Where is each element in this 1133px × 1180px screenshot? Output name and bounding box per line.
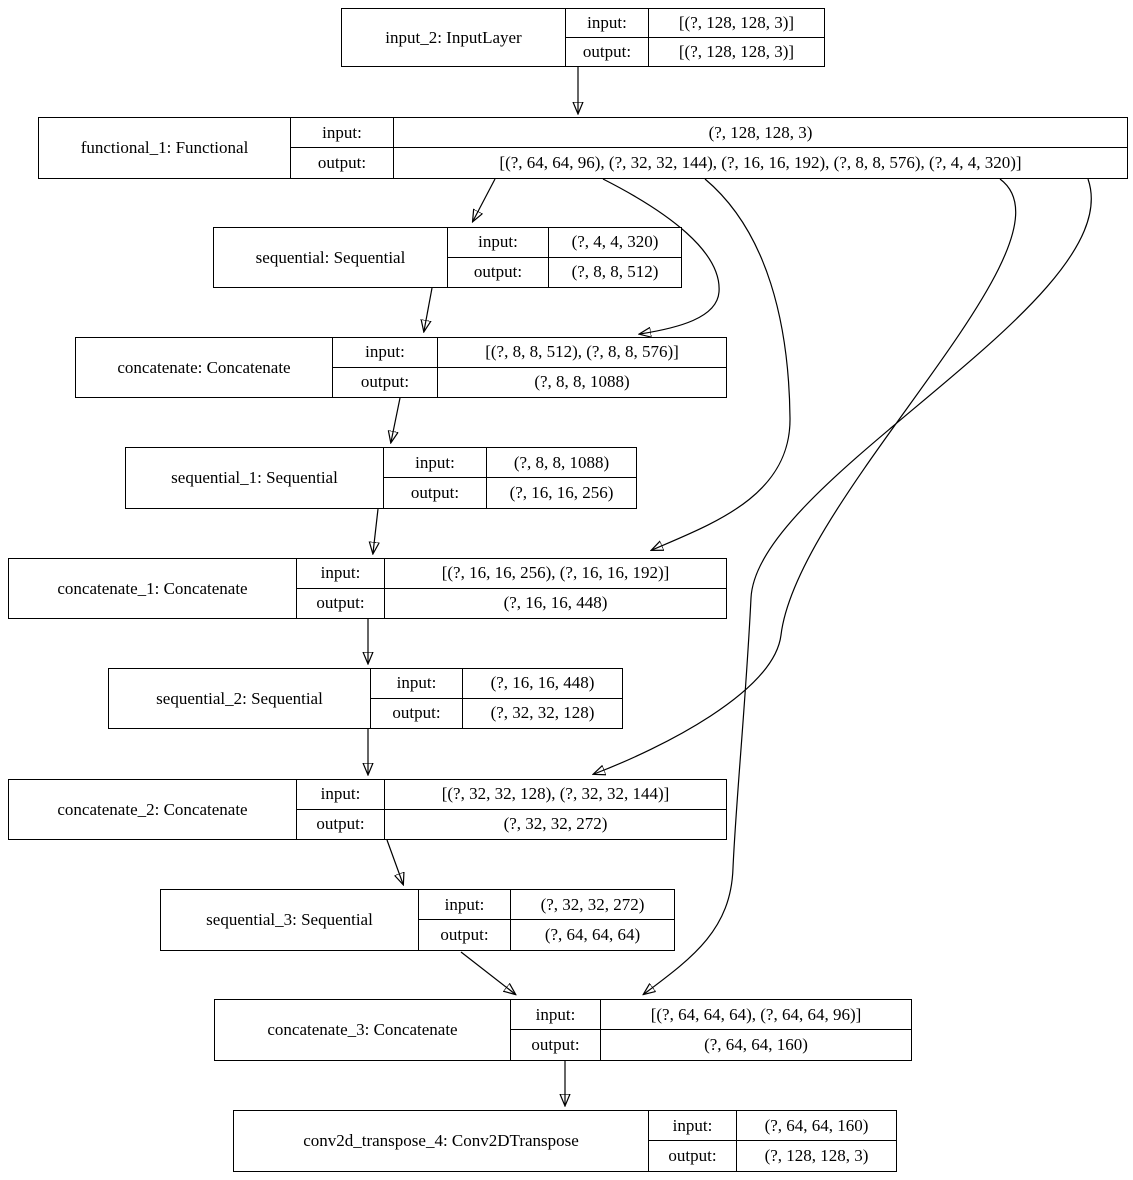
input-label: input: [333,338,438,368]
output-label: output: [333,368,438,398]
node-concatenate-3 [214,999,912,1061]
output-label: output: [511,1030,601,1060]
layer-name: sequential_2: Sequential [109,669,371,728]
input-shape: (?, 16, 16, 448) [463,669,622,699]
node-concatenate [75,337,727,398]
input-shape: [(?, 32, 32, 128), (?, 32, 32, 144)] [385,780,726,810]
node-sequential [213,227,682,288]
output-shape: (?, 8, 8, 512) [571,262,659,282]
output-label: output: [297,810,385,840]
input-shape: [(?, 8, 8, 512), (?, 8, 8, 576)] [438,338,726,368]
output-label: output: [291,148,394,178]
node-concatenate-1 [8,558,727,619]
layer-name: sequential: Sequential [214,228,448,287]
input-label: input: [297,780,385,810]
output-label: output: [419,920,511,950]
input-label: input: [448,228,549,258]
output-shape: (?, 32, 32, 128) [490,703,595,723]
layer-name: sequential_1: Sequential [126,448,384,508]
node-sequential-3 [160,889,675,951]
node-input-2 [341,8,825,67]
input-shape: (?, 128, 128, 3) [394,118,1127,148]
edge-concatenate-sequential_1 [391,398,400,442]
input-label: input: [297,559,385,589]
layer-name: input_2: InputLayer [342,9,566,66]
input-shape: (?, 8, 8, 1088) [487,448,636,478]
node-conv2d-transpose-4 [233,1110,897,1172]
edge-sequential_1-concatenate_1 [373,509,378,553]
output-label: output: [297,589,385,619]
output-label: output: [566,38,649,67]
output-label: output: [371,699,463,729]
layer-name: concatenate_2: Concatenate [9,780,297,839]
output-shape: (?, 8, 8, 1088) [534,372,630,392]
node-concatenate-2 [8,779,727,840]
node-functional-1 [38,117,1128,179]
input-label: input: [371,669,463,699]
output-shape: (?, 128, 128, 3) [764,1146,869,1165]
output-label: output: [384,478,487,508]
input-shape: (?, 32, 32, 272) [511,890,674,920]
output-shape: [(?, 64, 64, 96), (?, 32, 32, 144), (?, 16, 16, 192), (?, 8, 8, 576), (?, 4, 4, 320)] [499,153,1022,172]
layer-name: conv2d_transpose_4: Conv2DTranspose [234,1111,649,1171]
input-label: input: [511,1000,601,1030]
output-shape: (?, 32, 32, 272) [503,814,608,834]
input-shape: [(?, 128, 128, 3)] [649,9,824,38]
input-shape: [(?, 64, 64, 64), (?, 64, 64, 96)] [601,1000,911,1030]
output-label: output: [649,1141,737,1171]
output-shape: (?, 16, 16, 448) [503,593,608,613]
layer-name: functional_1: Functional [39,118,291,178]
layer-name: concatenate_3: Concatenate [215,1000,511,1060]
input-label: input: [384,448,487,478]
input-label: input: [291,118,394,148]
output-shape: (?, 64, 64, 160) [704,1035,808,1054]
edge-sequential_3-concatenate_3 [461,952,515,994]
input-shape: [(?, 16, 16, 256), (?, 16, 16, 192)] [385,559,726,589]
output-shape: (?, 16, 16, 256) [509,483,614,502]
node-sequential-1 [125,447,637,509]
node-sequential-2 [108,668,623,729]
edge-concatenate_2-sequential_3 [387,840,403,884]
input-label: input: [649,1111,737,1141]
input-shape: (?, 4, 4, 320) [549,228,681,258]
layer-name: sequential_3: Sequential [161,890,419,950]
input-label: input: [566,9,649,38]
output-shape: [(?, 128, 128, 3)] [678,41,795,61]
input-label: input: [419,890,511,920]
layer-name: concatenate: Concatenate [76,338,333,397]
layer-name: concatenate_1: Concatenate [9,559,297,618]
input-shape: (?, 64, 64, 160) [737,1111,896,1141]
output-label: output: [448,258,549,288]
edge-functional_1-sequential [473,179,495,221]
output-shape: (?, 64, 64, 64) [544,925,641,944]
edge-sequential-concatenate [424,288,432,331]
